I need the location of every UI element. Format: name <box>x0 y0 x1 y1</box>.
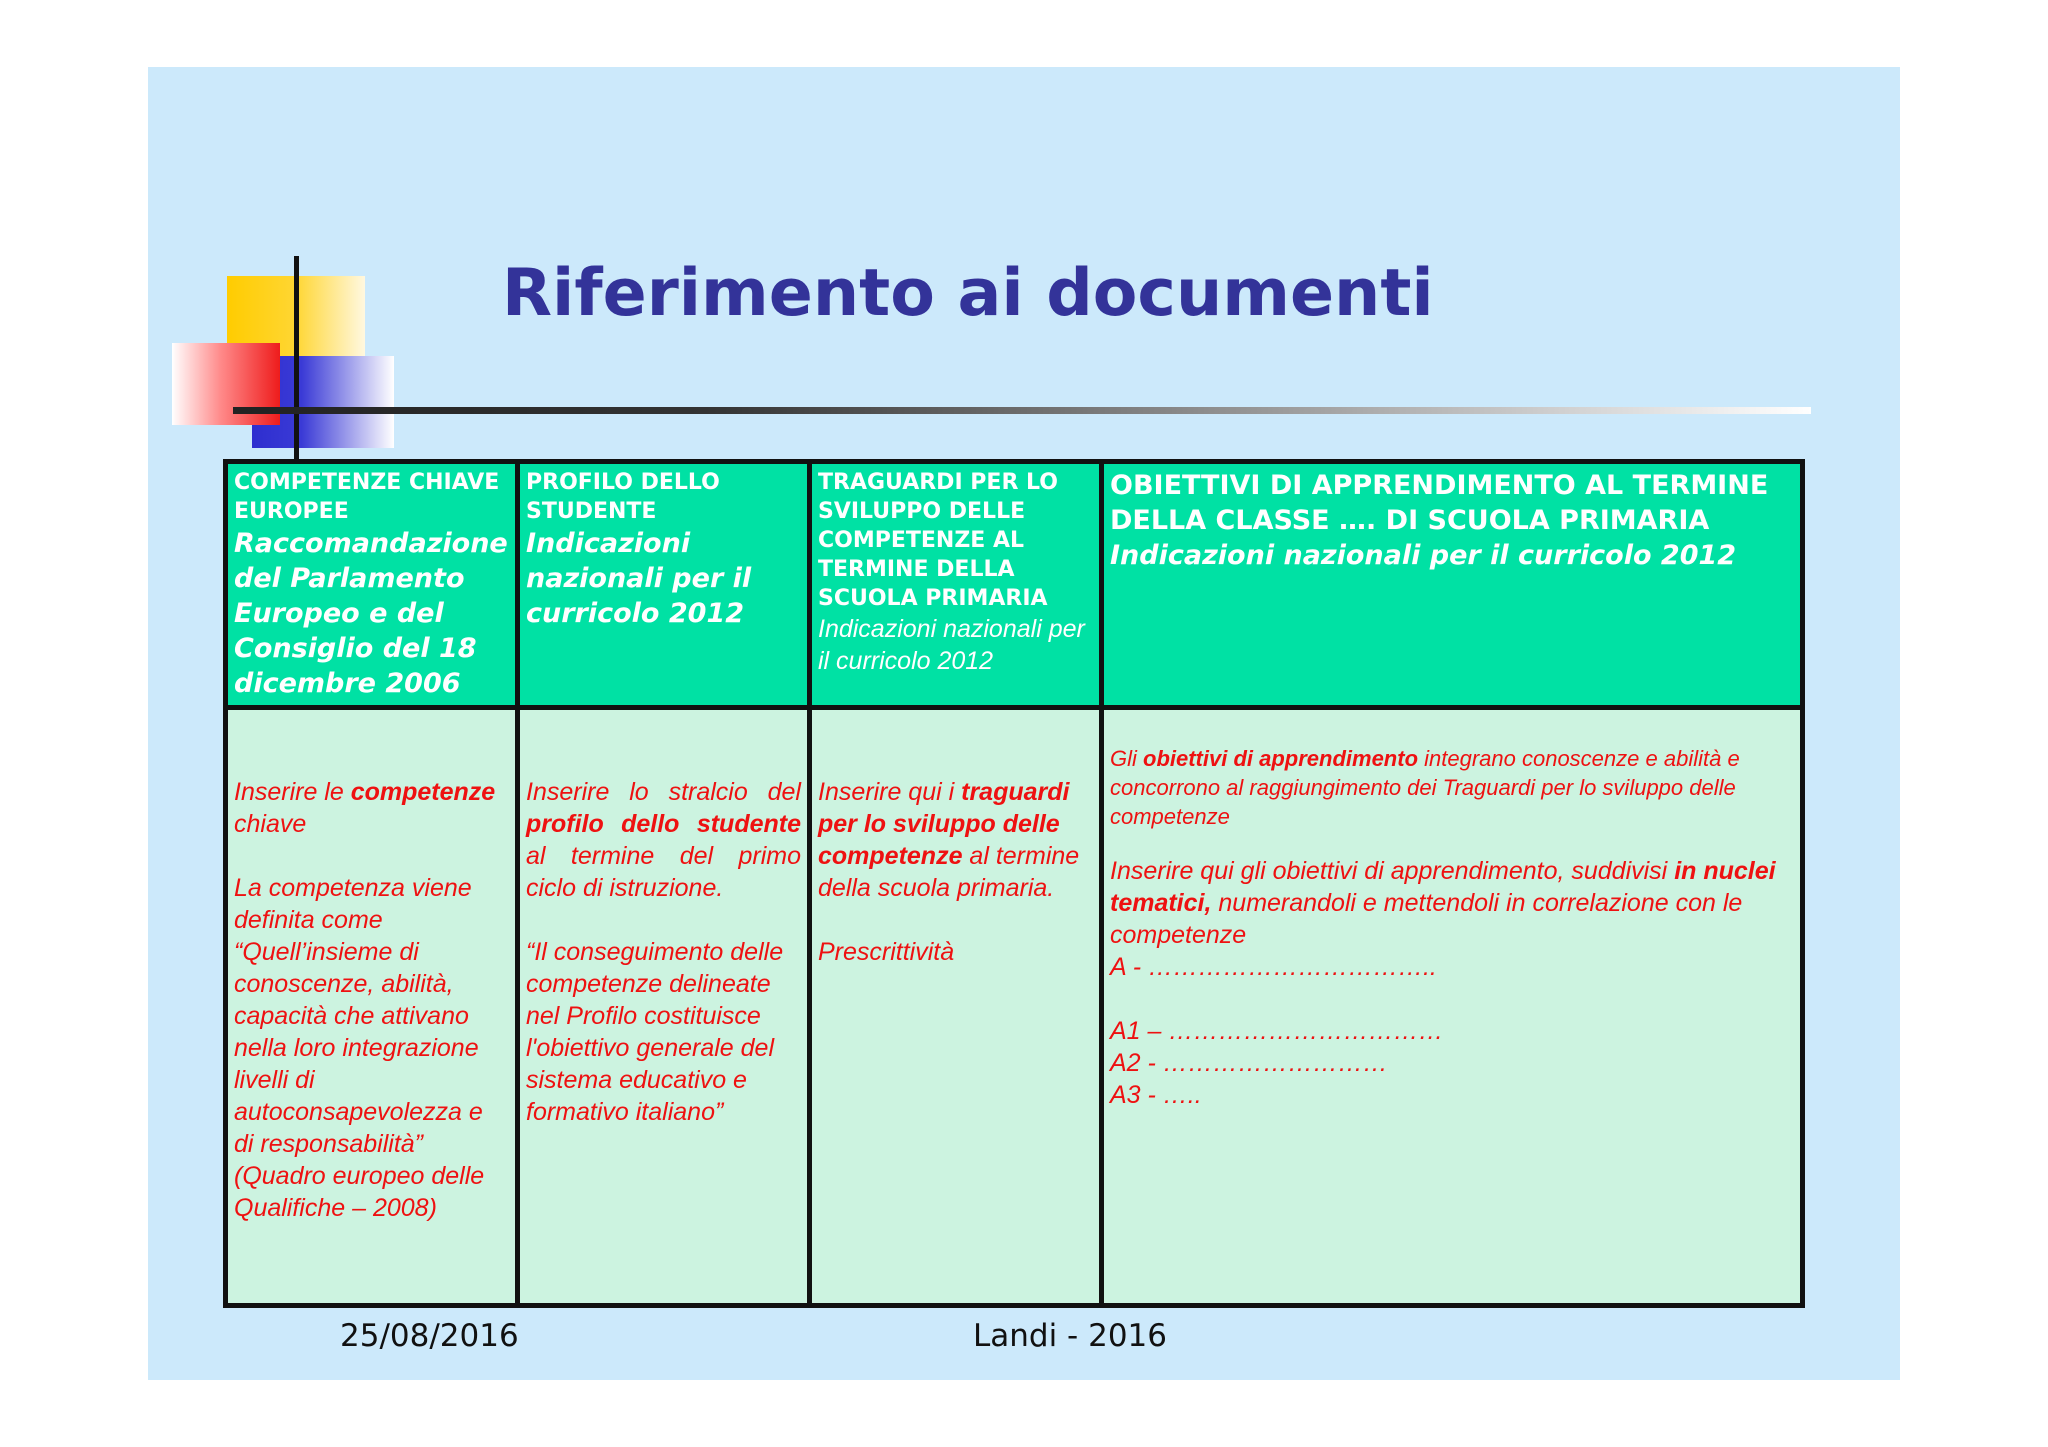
traguardi-note: Prescrittività <box>818 938 955 966</box>
body-cell-traguardi <box>810 708 1102 1306</box>
competenze-intro: Inserire le competenze chiave <box>234 778 496 838</box>
body-cell-competenze <box>226 708 518 1306</box>
header-caps: OBIETTIVI DI APPRENDIMENTO AL TERMINE DELLA CLASSE …. DI SCUOLA PRIMARIA <box>1110 470 1769 536</box>
competenze-definition: La competenza viene definita come “Quell’insieme di conoscenze, abilità, capacità che attivano nella loro integrazione livelli di autoconsapevolezza e di responsabilità” (Quadro europeo delle Qualifiche – 2008) <box>234 874 485 1222</box>
header-sub: Indicazioni nazionali per il curricolo 2012 <box>818 615 1085 675</box>
header-caps: COMPETENZE CHIAVE EUROPEE <box>234 470 500 524</box>
title-underline <box>233 407 1811 414</box>
obiettivi-instructions: Inserire qui gli obiettivi di apprendimento, suddivisi in nuclei tematici, numerandoli e mettendoli in correlazione con le competenze <box>1110 857 1776 949</box>
obiettivi-intro: Gli obiettivi di apprendimento integrano conoscenze e abilità e concorrono al raggiungimento dei Traguardi per lo sviluppo delle competenze <box>1110 746 1740 829</box>
header-sub: Indicazioni nazionali per il curricolo 2012 <box>1110 540 1737 571</box>
profilo-quote: “Il conseguimento delle competenze delineate nel Profilo costituisce l'obiettivo generale del sistema educativo e formativo italiano” <box>526 938 784 1126</box>
table-header-row <box>226 462 1803 708</box>
documents-table <box>223 459 1805 1308</box>
footer-date: 25/08/2016 <box>340 1318 519 1354</box>
obiettivo-line: A3 - ….. <box>1110 1081 1202 1109</box>
body-cell-profilo <box>518 708 810 1306</box>
obiettivo-line: A1 – …………………………… <box>1110 1017 1444 1045</box>
header-cell-profilo <box>518 462 810 708</box>
header-caps: TRAGUARDI PER LO SVILUPPO DELLE COMPETENZE AL TERMINE DELLA SCUOLA PRIMARIA <box>818 470 1058 611</box>
header-cell-obiettivi <box>1102 462 1803 708</box>
header-cell-competenze <box>226 462 518 708</box>
traguardi-intro: Inserire qui i traguardi per lo sviluppo delle competenze al termine della scuola primaria. <box>818 778 1080 902</box>
header-cell-traguardi <box>810 462 1102 708</box>
header-sub: Raccomandazione del Parlamento Europeo e del Consiglio del 18 dicembre 2006 <box>234 528 508 699</box>
table-body-row <box>226 708 1803 1306</box>
slide-title: Riferimento ai documenti <box>502 256 1434 331</box>
obiettivo-line: A - …………………………….. <box>1110 953 1437 981</box>
profilo-intro: Inserire lo stralcio del profilo dello studente al termine del primo ciclo di istruzione. <box>526 778 801 902</box>
vertical-line-decoration <box>294 256 299 461</box>
header-caps: PROFILO DELLO STUDENTE <box>526 470 720 524</box>
body-cell-obiettivi <box>1102 708 1803 1306</box>
obiettivo-line: A2 - ……………………… <box>1110 1049 1388 1077</box>
header-sub: Indicazioni nazionali per il curricolo 2012 <box>526 528 752 629</box>
footer-author: Landi - 2016 <box>973 1318 1167 1354</box>
